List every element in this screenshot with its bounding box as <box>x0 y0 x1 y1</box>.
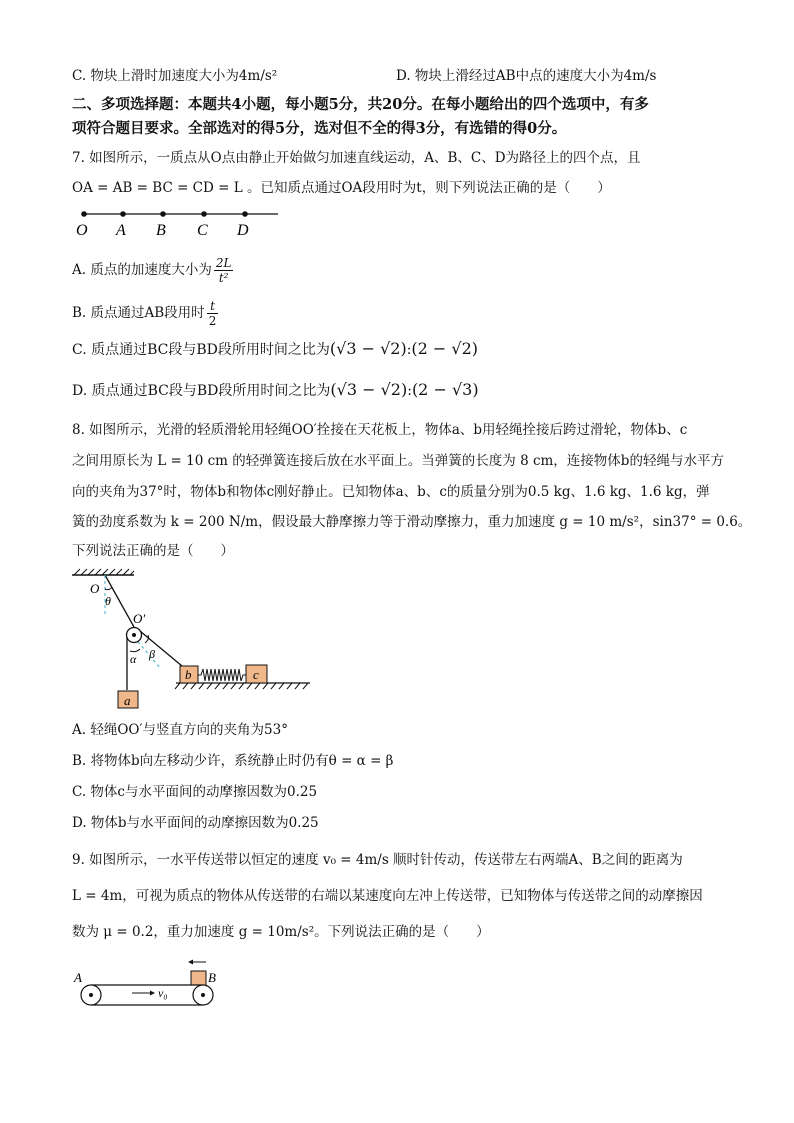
q7-option-a-den: t² <box>218 271 229 285</box>
object-velocity-arrowhead <box>188 960 193 965</box>
q7-option-a-fraction <box>214 256 234 285</box>
pulley-axle <box>132 633 136 637</box>
label-alpha: α <box>130 652 137 666</box>
q9-conveyor-diagram <box>70 956 240 1016</box>
q7-option-d-expr2: (2 − √3) <box>411 380 479 399</box>
option-c-prev: C. 物块上滑时加速度大小为4m/s² <box>72 68 278 84</box>
q7-option-b-num: t <box>207 299 219 314</box>
q8-stem-line5: 下列说法正确的是（ ） <box>72 543 234 559</box>
q7-option-b-text: B. 质点通过AB段用时 <box>72 305 205 321</box>
q7-option-d-sep: : <box>407 383 412 399</box>
q7-option-c <box>72 339 478 360</box>
point-a-dot <box>120 211 126 217</box>
q7-option-a-num: 2L <box>215 256 232 270</box>
ground-hatch <box>175 683 308 689</box>
option-d-prev: D. 物块上滑经过AB中点的速度大小为4m/s <box>396 68 657 84</box>
q7-stem-line2: OA = AB = BC = CD = L 。已知质点通过OA段用时为t，则下列说法正确的是（ ） <box>72 180 611 196</box>
q9-stem-line1: 9. 如图所示，一水平传送带以恒定的速度 v₀ = 4m/s 顺时针传动，传送带左右两端A、B之间的距离为 <box>72 852 683 868</box>
label-o-prime: O′ <box>133 611 146 626</box>
label-a: A <box>74 970 82 985</box>
q7-option-c-text: C. 质点通过BC段与BD段所用时间之比为 <box>72 342 330 358</box>
label-a: a <box>124 693 131 708</box>
q8-option-b: B. 将物体b向左移动少许，系统静止时仍有θ = α = β <box>72 753 394 769</box>
ceiling-hatch <box>74 569 134 575</box>
label-o: O <box>90 581 100 596</box>
rope-to-b <box>140 631 182 666</box>
label-c: c <box>253 667 259 682</box>
theta-arc <box>105 587 112 590</box>
q9-stem-line3: 数为 μ = 0.2，重力加速度 g = 10m/s²。下列说法正确的是（ ） <box>72 924 490 940</box>
section-heading-line1: 二、多项选择题：本题共4小题，每小题5分，共20分。在每小题给出的四个选项中，有多 <box>72 96 649 113</box>
q7-path-diagram <box>72 205 292 237</box>
section-heading-line2: 项符合题目要求。全部选对的得5分，选对但不全的得3分，有选错的得0分。 <box>72 120 567 137</box>
label-b: b <box>185 667 192 682</box>
q7-option-d-text: D. 质点通过BC段与BD段所用时间之比为 <box>72 383 331 399</box>
q7-option-d-expr1: (√3 − √2) <box>330 380 408 399</box>
label-v0: v₀ <box>158 986 168 1000</box>
q8-option-d: D. 物体b与水平面间的动摩擦因数为0.25 <box>72 815 319 831</box>
q7-option-b <box>72 299 220 328</box>
point-a-label: A <box>116 222 126 237</box>
left-roller-axle <box>89 993 93 997</box>
spring <box>198 669 246 681</box>
q9-stem-line2: L = 4m，可视为质点的物体从传送带的右端以某速度向左冲上传送带，已知物体与传送带之间的动摩擦因 <box>72 888 703 904</box>
right-roller-axle <box>201 993 205 997</box>
point-o-dot <box>81 211 87 217</box>
q7-option-c-sep: : <box>406 342 412 358</box>
point-b-dot <box>160 211 166 217</box>
q8-stem-line3: 向的夹角为37°时，物体b和物体c刚好静止。已知物体a、b、c的质量分别为0.5 kg、1.6 kg、1.6 kg，弹 <box>72 484 710 500</box>
point-d-label: D <box>237 222 249 237</box>
point-b-label: B <box>156 222 166 237</box>
label-theta: θ <box>105 594 111 608</box>
q8-stem-line4: 簧的劲度系数为 k = 200 N/m，假设最大静摩擦力等于滑动摩擦力，重力加速度 g = 10 m/s²，sin37° = 0.6。 <box>72 514 752 530</box>
point-o-label: O <box>76 222 88 237</box>
label-b: B <box>208 970 216 985</box>
q7-stem-line1: 7. 如图所示，一质点从O点由静止开始做匀加速直线运动，A、B、C、D为路径上的四个点，且 <box>72 150 641 166</box>
q8-stem-line1: 8. 如图所示，光滑的轻质滑轮用轻绳OO′拴接在天花板上，物体a、b用轻绳拴接后跨过滑轮，物体b、c <box>72 422 688 438</box>
q8-option-c: C. 物体c与水平面间的动摩擦因数为0.25 <box>72 784 318 800</box>
q7-option-c-expr2: (2 − √2) <box>411 339 479 358</box>
point-c-label: C <box>197 222 208 237</box>
q7-option-b-fraction <box>207 299 219 328</box>
belt-velocity-arrowhead <box>150 991 155 996</box>
q7-option-d <box>72 380 479 401</box>
q7-option-b-den: 2 <box>208 314 217 328</box>
point-d-dot <box>242 211 248 217</box>
q7-option-a <box>72 256 235 285</box>
label-beta: β <box>149 647 155 661</box>
q8-pulley-diagram <box>68 565 318 715</box>
q7-option-c-expr1: (√3 − √2) <box>329 339 407 358</box>
point-c-dot <box>201 211 207 217</box>
q7-option-a-text: A. 质点的加速度大小为 <box>72 262 212 278</box>
q8-stem-line2: 之间用原长为 L = 10 cm 的轻弹簧连接后放在水平面上。当弹簧的长度为 8 cm，连接物体b的轻绳与水平方 <box>72 453 724 469</box>
q8-option-a: A. 轻绳OO′与竖直方向的夹角为53° <box>72 722 288 738</box>
conveyor-object <box>191 971 206 985</box>
